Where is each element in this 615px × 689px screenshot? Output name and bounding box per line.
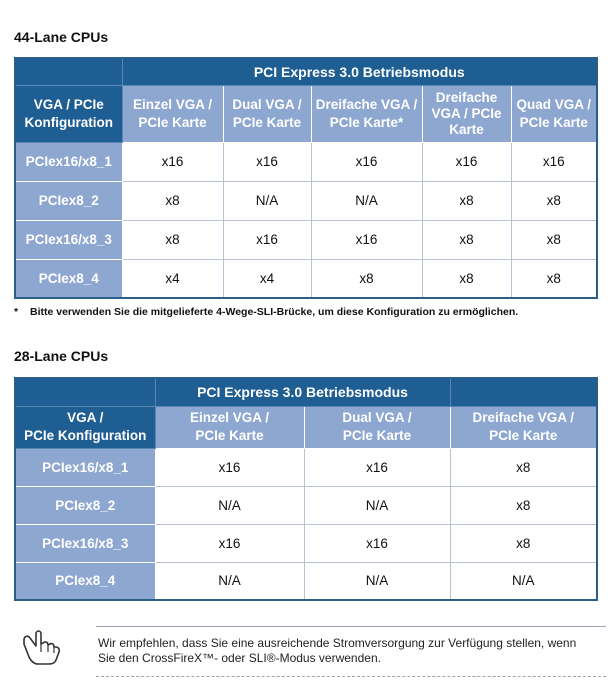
table-cell: x16 bbox=[311, 142, 422, 181]
note-text: Wir empfehlen, dass Sie eine ausreichende Stromversorgung zur Verfügung stellen, wenn Sie den CrossFireX™- oder SLI®-Modus verwenden. bbox=[98, 636, 577, 665]
table-cell: N/A bbox=[304, 486, 450, 524]
table-row bbox=[15, 448, 597, 486]
row-label: PCIex8_2 bbox=[15, 486, 155, 524]
table-cell: x16 bbox=[155, 448, 304, 486]
footnote-text: Bitte verwenden Sie die mitgelieferte 4-Wege-SLI-Brücke, um diese Konfiguration zu ermöglichen. bbox=[30, 306, 519, 318]
table-cell: x8 bbox=[122, 181, 223, 220]
table-corner bbox=[15, 378, 155, 406]
note-divider-top bbox=[96, 626, 606, 627]
table-cell: x8 bbox=[450, 448, 597, 486]
column-header: Einzel VGA / PCIe Karte bbox=[122, 85, 223, 142]
table-row bbox=[15, 562, 597, 600]
row-label: PCIex16/x8_3 bbox=[15, 524, 155, 562]
column-header: Dual VGA / PCIe Karte bbox=[304, 406, 450, 448]
table-cell: x16 bbox=[122, 142, 223, 181]
table-cell: x8 bbox=[450, 524, 597, 562]
column-header: Quad VGA / PCIe Karte bbox=[511, 85, 597, 142]
config-header: VGA / PCIe Konfiguration bbox=[15, 406, 155, 448]
table-row bbox=[15, 220, 597, 259]
table-cell: N/A bbox=[450, 562, 597, 600]
table-cell: N/A bbox=[155, 562, 304, 600]
table-cell: x8 bbox=[122, 220, 223, 259]
table-cell: x8 bbox=[450, 486, 597, 524]
table-cell: x4 bbox=[223, 259, 311, 298]
footnote bbox=[14, 306, 518, 318]
section-title-44-lane: 44-Lane CPUs bbox=[14, 29, 109, 45]
mode-header: PCI Express 3.0 Betriebsmodus bbox=[122, 58, 597, 85]
column-header: Dreifache VGA / PCIe Karte bbox=[422, 85, 511, 142]
config-header: VGA / PCIe Konfiguration bbox=[15, 85, 122, 142]
table-28-lane bbox=[14, 377, 598, 601]
note-divider-bottom bbox=[96, 676, 606, 677]
table-cell: x8 bbox=[422, 181, 511, 220]
mode-header: PCI Express 3.0 Betriebsmodus bbox=[155, 378, 450, 406]
row-label: PCIex16/x8_3 bbox=[15, 220, 122, 259]
table-cell: x16 bbox=[223, 220, 311, 259]
row-label: PCIex8_4 bbox=[15, 259, 122, 298]
table-row bbox=[15, 181, 597, 220]
table-cell: x8 bbox=[311, 259, 422, 298]
row-label: PCIex8_2 bbox=[15, 181, 122, 220]
row-label: PCIex16/x8_1 bbox=[15, 142, 122, 181]
table-row bbox=[15, 524, 597, 562]
note-box bbox=[18, 626, 598, 678]
table-cell: N/A bbox=[223, 181, 311, 220]
row-label: PCIex8_4 bbox=[15, 562, 155, 600]
table-cell: x16 bbox=[311, 220, 422, 259]
table-cell: x16 bbox=[223, 142, 311, 181]
section-title-28-lane: 28-Lane CPUs bbox=[14, 348, 109, 364]
table-cell: x8 bbox=[511, 181, 597, 220]
table-cell: x8 bbox=[511, 220, 597, 259]
column-header: Dual VGA / PCIe Karte bbox=[223, 85, 311, 142]
table-cell: x4 bbox=[122, 259, 223, 298]
table-cell: x16 bbox=[304, 448, 450, 486]
table-corner bbox=[15, 58, 122, 85]
column-header: Einzel VGA / PCIe Karte bbox=[155, 406, 304, 448]
table-cell: N/A bbox=[311, 181, 422, 220]
table-row bbox=[15, 142, 597, 181]
table-cell: x8 bbox=[422, 259, 511, 298]
pointing-hand-icon bbox=[18, 626, 64, 666]
footnote-marker: * bbox=[14, 306, 19, 318]
column-header: Dreifache VGA / PCIe Karte* bbox=[311, 85, 422, 142]
table-cell: x16 bbox=[155, 524, 304, 562]
table-cell: x16 bbox=[422, 142, 511, 181]
table-44-lane bbox=[14, 57, 598, 299]
column-header: Dreifache VGA / PCIe Karte bbox=[450, 406, 597, 448]
table-row bbox=[15, 486, 597, 524]
table-cell: x8 bbox=[511, 259, 597, 298]
table-cell: N/A bbox=[304, 562, 450, 600]
table-row bbox=[15, 259, 597, 298]
table-cell: x16 bbox=[511, 142, 597, 181]
row-label: PCIex16/x8_1 bbox=[15, 448, 155, 486]
table-cell: x16 bbox=[304, 524, 450, 562]
table-cell: N/A bbox=[155, 486, 304, 524]
table-corner bbox=[450, 378, 597, 406]
table-cell: x8 bbox=[422, 220, 511, 259]
